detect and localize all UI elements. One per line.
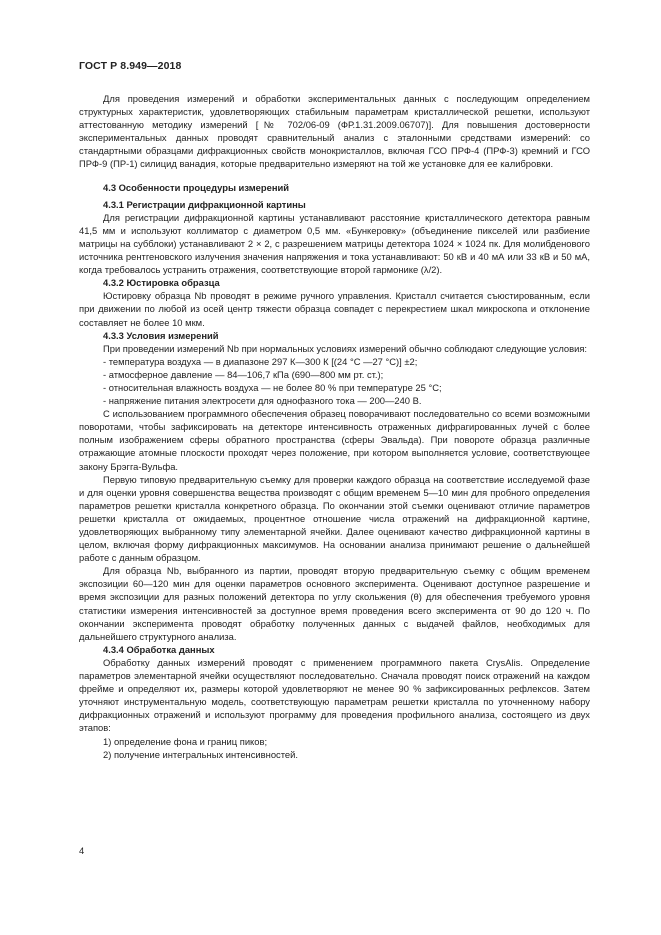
section-4-3-2-paragraph: Юстировку образца Nb проводят в режиме ручного управления. Кристалл считается съюстированным, если при движении по любой из осей центр тяжести образца совпадет с перекрестием шкал микроскопа и отклонение составляет не более 10 мкм. [79, 290, 590, 328]
processing-step: 1) определение фона и границ пиков; [103, 735, 268, 747]
first-survey-paragraph: Первую типовую предварительную съемку для проверки каждого образца на соответствие исследуемой фазе и для оценки уровня совершенства вещества производят с общим временем 5—10 мин для пробного определения параметров решетки кристалла конкретного образца. По окончании этой съемки оценивают отличие параметров решетки кристалла от ожидаемых, процентное отношение числа отражений на дифракционной картине, удовлетворяющих выбранному типу элементарной ячейки. Далее оценивают качество дифракционной картины в целом, включая форму дифракционных максимумов. На основании анализа принимают решение о дальнейшей работе с данным образцом. [79, 473, 590, 564]
section-4-3-4-paragraph: Обработку данных измерений проводят с применением программного пакета CrysAlis. Определение параметров элементарной ячейки осуществляют последовательно. Сначала проводят поиск отражений на каждом фрейме и определяют их, размеры которой удовлетворяют не менее 90 % зафиксированных рефлексов. Затем уточняют инструментальную модель, соответствующую параметрам решетки кристалла по уточненному набору дифракционных отражений и используют программу для проведения профильного анализа, состоящего из двух этапов: [79, 656, 590, 734]
condition-item: - атмосферное давление — 84—106,7 кПа (690—800 мм рт. ст.); [103, 368, 384, 380]
section-4-3-3-intro: При проведении измерений Nb при нормальных условиях измерений обычно соблюдают следующие условия: [103, 342, 588, 354]
section-4-3-1-paragraph: Для регистрации дифракционной картины устанавливают расстояние кристаллического детектора равным 41,5 мм и используют коллиматор с диаметром 0,5 мм. «Бункеровку» (объединение пикселей или разбиение матрицы на субблоки) устанавливают 2 × 2, с разрешением матрицы детектора 1024 × 1024 пк. Для молибденового источника рентгеновского излучения значения напряжения и тока устанавливают: 50 кВ и 40 мА или 33 кВ и 50 мА, когда требовалось устранить отражения, соответствующие второй гармонике (λ/2). [79, 211, 590, 276]
section-4-3-heading: 4.3 Особенности процедуры измерений [103, 181, 290, 193]
section-4-3-2-heading: 4.3.2 Юстировка образца [103, 277, 220, 289]
second-survey-paragraph: Для образца Nb, выбранного из партии, проводят вторую предварительную съемку с общим временем экспозиции 60—120 мин для оценки параметров основного эксперимента. Оценивают доступное разрешение и время экспозиции для разных положений детектора по углу скольжения (θ) для обеспечения требуемого уровня статистики измерения интенсивностей за доступное время проведения всего эксперимента от 90 до 120 ч. По окончании эксперимента проводят обработку полученных данных с выдачей файлов, необходимых для дальнейшего структурного анализа. [79, 565, 590, 642]
page-number: 4 [79, 845, 85, 856]
condition-item: - относительная влажность воздуха — не более 80 % при температуре 25 °С; [103, 381, 442, 393]
section-4-3-1-heading: 4.3.1 Регистрации дифракционной картины [103, 198, 306, 210]
section-4-3-4-heading: 4.3.4 Обработка данных [103, 643, 215, 655]
document-body [79, 92, 590, 761]
intro-paragraph: Для проведения измерений и обработки экспериментальных данных с последующим определением структурных характеристик, удовлетворяющих стабильным параметрам кристаллической решетки, используют аттестованную методику измерений [№ 702/06-09 (ФР.1.31.2009.06707)]. Для повышения достоверности экспериментальных данных проводят сравнительный анализ с эталонными средствами измерений: со стандартными образцами дифракционных свойств монокристаллов, включая ГСО ПРФ-4 (ПРФ-3) кремний и ГСО ПРФ-9 (ПР-1) силицид ванадия, которые предварительно измеряют на той же установке для ее калибровки. [79, 93, 590, 170]
rotation-paragraph: С использованием программного обеспечения образец поворачивают последовательно со всеми возможными поворотами, чтобы зафиксировать на детекторе интенсивность отраженных дифрагированных лучей с более полным изображением сферы обратного пространства (сферы Эвальда). При повороте образца различные отражающие атомные плоскости проходят через положение, при котором выполняется условие, соответствующее закону Брэгга-Вульфа. [79, 408, 590, 472]
processing-step: 2) получение интегральных интенсивностей. [103, 748, 298, 760]
condition-item: - температура воздуха — в диапазоне 297 К—300 К [(24 °С —27 °С)] ±2; [103, 355, 418, 367]
standard-header: ГОСТ Р 8.949—2018 [79, 60, 182, 72]
condition-item: - напряжение питания электросети для однофазного тока — 200—240 В. [103, 395, 422, 407]
section-4-3-3-heading: 4.3.3 Условия измерений [103, 329, 219, 341]
